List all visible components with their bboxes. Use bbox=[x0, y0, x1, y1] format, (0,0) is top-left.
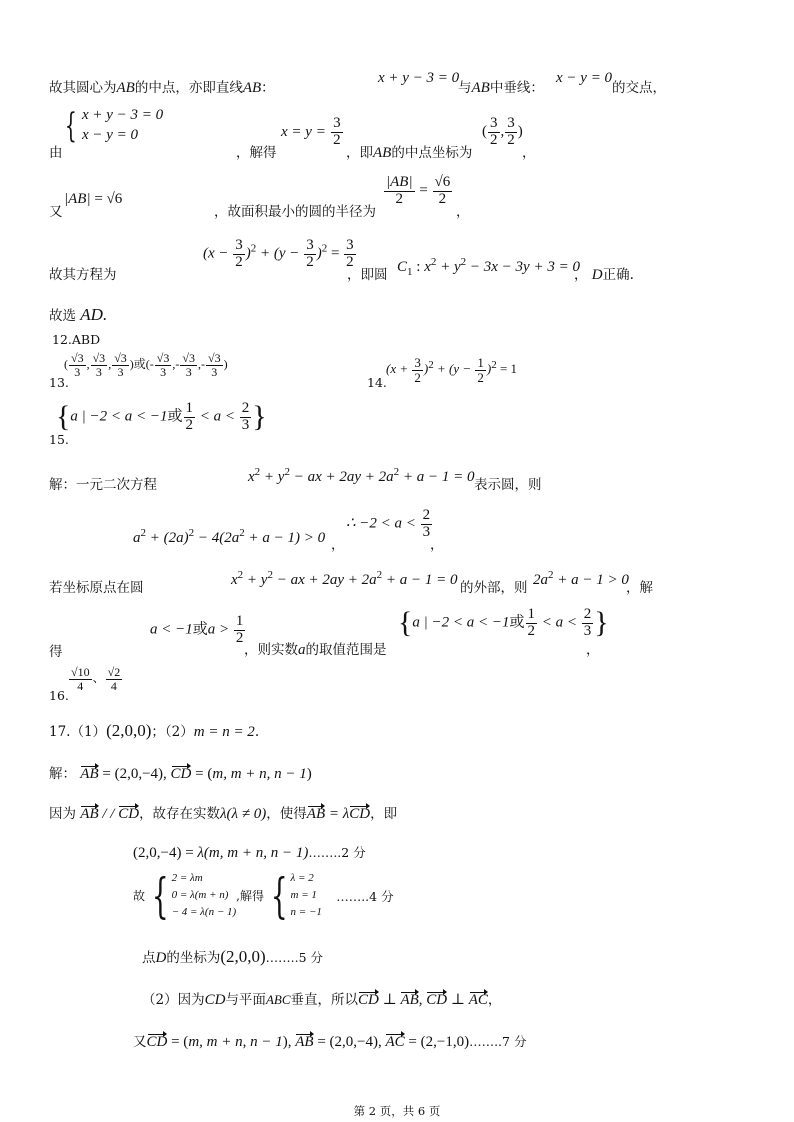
sol15-ineq: $a^2 + (2a)^2 - 4(2a^2 + a - 1) > 0$ bbox=[133, 527, 326, 546]
sol15-p3c bbox=[626, 576, 653, 596]
ab-length: |AB| = √6 bbox=[64, 191, 123, 207]
math: AD. bbox=[80, 305, 108, 324]
math: a bbox=[298, 642, 306, 658]
fraction: $\frac{√3}{3}$ bbox=[71, 351, 84, 379]
fraction: $\frac{1}{2}$ bbox=[477, 355, 484, 385]
text: 的中点，亦即直线 bbox=[134, 80, 243, 96]
text: 正确. bbox=[602, 267, 634, 283]
q17-s2 bbox=[49, 802, 397, 823]
lambda-eq: AB = λCD bbox=[306, 806, 371, 822]
text: . bbox=[254, 724, 260, 740]
text: 的坐标为 bbox=[166, 950, 221, 966]
q17-s6 bbox=[142, 988, 501, 1009]
lambda: λ(λ ≠ 0) bbox=[220, 806, 267, 822]
sol15-result: {a | −2 < a < −1或 $\frac{1}{2}$ < a < $\frac{2}{3}$ } bbox=[398, 605, 609, 639]
q17-s7 bbox=[133, 1030, 526, 1051]
text: ，故面积最小的圆的半径为 bbox=[214, 204, 376, 220]
line-3-end bbox=[456, 200, 470, 220]
q17-s4 bbox=[133, 867, 394, 924]
text: ，故存在实数 bbox=[139, 806, 221, 822]
fraction: $\frac{3}{2}$ bbox=[414, 355, 421, 385]
brace: { bbox=[270, 867, 288, 924]
sol15-p1 bbox=[49, 473, 157, 493]
sol15-p4a bbox=[49, 640, 63, 660]
text: ， bbox=[522, 145, 536, 161]
q17-s3 bbox=[133, 843, 366, 862]
fraction: $\frac{√3}{3}$ bbox=[182, 351, 195, 379]
q17-s5 bbox=[142, 946, 323, 967]
text: 故其圆心为 bbox=[49, 80, 117, 96]
score: ……..5 分 bbox=[265, 950, 324, 965]
text: 得 bbox=[49, 644, 63, 660]
system-1 bbox=[60, 106, 163, 145]
line-1 bbox=[49, 76, 275, 97]
text: （2）因为 bbox=[142, 992, 205, 1008]
text: ， bbox=[430, 537, 444, 553]
line-5 bbox=[49, 304, 107, 325]
line-2-solve bbox=[281, 116, 344, 149]
answer-15: {a | −2 < a < −1或 $\frac{1}{2}$ < a < $\frac{2}{3}$ } bbox=[56, 399, 267, 433]
sol15-p4e bbox=[586, 638, 600, 658]
eq-line-ab: x + y − 3 = 0 bbox=[378, 70, 460, 86]
score: ……..7 分 bbox=[469, 1034, 527, 1049]
text: 又 bbox=[49, 204, 63, 220]
fraction: $\frac{3}{2}$ bbox=[490, 115, 498, 148]
q17-head bbox=[49, 720, 259, 741]
math: ABC bbox=[265, 992, 291, 1007]
answer-14-label: 14. bbox=[367, 375, 387, 390]
answer-15-label: 15. bbox=[49, 432, 69, 447]
fraction: $\frac{3}{2}$ bbox=[333, 115, 341, 148]
fraction: $\frac{3}{2}$ bbox=[235, 237, 243, 270]
fraction: $\frac{|AB|}{2}$ bbox=[386, 174, 413, 207]
fraction: $\frac{√3}{3}$ bbox=[114, 351, 127, 379]
sol15-eq1: $x^2 + y^2$ − ax + $2ay + 2a^2 + a - 1 = 0$ bbox=[248, 466, 475, 485]
math: AB bbox=[242, 80, 262, 96]
vectors: CD = (m, m + n, n − 1), AB = (2,0,−4), AC = (2,−1,0) bbox=[146, 1034, 470, 1050]
fraction: $\frac{1}{2}$ bbox=[527, 605, 536, 639]
line-4-end bbox=[574, 263, 634, 284]
fraction: $\frac{√10}{4}$ bbox=[71, 665, 90, 693]
page-footer: 第 2 页，共 6 页 bbox=[353, 1104, 441, 1118]
text: ，即 bbox=[370, 806, 398, 822]
eq-perp-bisector: x − y = 0 bbox=[556, 70, 613, 86]
text: 垂直，所以 bbox=[290, 992, 358, 1008]
text: 故选 bbox=[49, 308, 76, 324]
answer-12: 12.ABD bbox=[52, 332, 101, 347]
fraction: $\frac{1}{2}$ bbox=[235, 613, 244, 646]
line-1b bbox=[458, 76, 544, 97]
sol15-p2a bbox=[331, 533, 345, 553]
text: 由 bbox=[49, 145, 63, 161]
answer-13-label: 13. bbox=[49, 375, 69, 390]
circle-c1: $C_1$ : $x^2 + y^2 - 3x - 3y + 3 = 0$ bbox=[397, 256, 580, 278]
fraction: $\frac{3}{2}$ bbox=[507, 115, 515, 148]
text: 中垂线： bbox=[489, 80, 544, 96]
line-4-label bbox=[49, 263, 117, 283]
text: 的中点坐标为 bbox=[391, 145, 473, 161]
text: ，即 bbox=[346, 145, 373, 161]
text: 或 bbox=[133, 356, 146, 371]
fraction: $\frac{√6}{2}$ bbox=[434, 174, 451, 207]
sol15-ineq2: $2a^2 + a - 1 > 0$ bbox=[533, 569, 629, 588]
line-3-mid bbox=[214, 200, 376, 220]
text: 故 bbox=[133, 889, 146, 904]
perp: CD ⊥ AB, CD ⊥ AC bbox=[358, 992, 488, 1008]
text: 解：一元二次方程 bbox=[49, 477, 157, 493]
answer-16-label: 16. bbox=[49, 688, 69, 703]
line-2-mid bbox=[236, 141, 277, 161]
math: x = y = bbox=[281, 123, 326, 140]
brace: { bbox=[64, 105, 77, 146]
text: 的取值范围是 bbox=[305, 642, 387, 658]
text: ，使得 bbox=[266, 806, 307, 822]
text: 若坐标原点在圆 bbox=[49, 580, 144, 596]
math: (2,0,0) bbox=[220, 947, 266, 966]
text: 故其方程为 bbox=[49, 267, 117, 283]
system-2: 2 = λm 0 = λ(m + n) − 4 = λ(n − 1) bbox=[171, 872, 237, 919]
score: ……..4 分 bbox=[336, 888, 394, 904]
system-3: λ = 2 m = 1 n = −1 bbox=[290, 872, 322, 919]
fraction: $\frac{2}{3}$ bbox=[422, 507, 431, 540]
score: ……..2 分 bbox=[308, 845, 366, 860]
sys-row: x − y = 0 bbox=[81, 126, 138, 143]
line-3-label bbox=[49, 200, 63, 220]
text: 17.（1） bbox=[49, 724, 107, 740]
text: 与平面 bbox=[225, 992, 266, 1008]
sol15-p4b bbox=[244, 638, 387, 659]
math: CD bbox=[204, 992, 226, 1008]
text: 与 bbox=[458, 80, 472, 96]
text: 又 bbox=[133, 1034, 147, 1050]
sol15-p1b bbox=[474, 473, 542, 493]
text: 表示圆，则 bbox=[474, 477, 542, 493]
text: ， bbox=[487, 992, 502, 1008]
sol15-p3b bbox=[460, 576, 528, 596]
fraction: $\frac{√3}{3}$ bbox=[92, 351, 106, 379]
text: ，解 bbox=[626, 580, 653, 596]
fraction: $\frac{√2}{4}$ bbox=[107, 665, 121, 693]
fraction: $\frac{2}{3}$ bbox=[583, 605, 592, 639]
radius: $\frac{|AB|}{2}$ = $\frac{√6}{2}$ bbox=[386, 174, 451, 207]
sol15-range: ∴ −2 < a < $\frac{2}{3}$ bbox=[346, 507, 431, 540]
math: (2,0,0) bbox=[106, 721, 152, 740]
system-rows bbox=[82, 106, 163, 145]
line-1c bbox=[612, 76, 666, 96]
sol15-p3 bbox=[49, 576, 144, 596]
text: ，即圆 bbox=[347, 267, 388, 283]
answer-16: $\frac{√10}{4}$ 、 $\frac{√2}{4}$ bbox=[71, 665, 121, 693]
text: ， bbox=[586, 642, 600, 658]
vector-eq: AB = (2,0,−4), CD = (m, m + n, n − 1) bbox=[80, 766, 312, 782]
sol15-p2b bbox=[430, 533, 444, 553]
text: ；（2） bbox=[151, 724, 194, 740]
math: D bbox=[591, 267, 603, 283]
midpoint-coord: ( $\frac{3}{2}$ , $\frac{3}{2}$ ) bbox=[482, 115, 523, 148]
line-2-end bbox=[522, 141, 536, 161]
fraction: $\frac{3}{2}$ bbox=[306, 237, 314, 270]
fraction: $\frac{2}{3}$ bbox=[241, 399, 250, 433]
parallel: AB / / CD bbox=[80, 806, 140, 822]
text: ， bbox=[456, 204, 470, 220]
math: D bbox=[155, 950, 167, 966]
answer-13: ( $\frac{√3}{3}$ , $\frac{√3}{3}$ , $\frac{√3}{3}$ )或(- $\frac{√3}{3}$ ,- $\frac{√3}{3}$ ,- $\frac{√3}{3}$ ) bbox=[64, 351, 228, 379]
lambda-expand: (2,0,−4) = λ(m, m + n, n − 1) bbox=[133, 845, 309, 861]
q17-s1 bbox=[49, 762, 312, 783]
math: AB bbox=[373, 145, 392, 161]
text: ， bbox=[574, 267, 588, 283]
text: 的外部，则 bbox=[460, 580, 528, 596]
fraction: $\frac{3}{2}$ bbox=[346, 237, 354, 270]
math: AB bbox=[471, 80, 490, 96]
fraction: $\frac{1}{2}$ bbox=[185, 399, 194, 433]
text: 因为 bbox=[49, 806, 76, 822]
text: 解： bbox=[49, 766, 76, 782]
fraction: $\frac{√3}{3}$ bbox=[156, 351, 170, 379]
line-2-tail bbox=[346, 141, 472, 162]
sol15-eq2: $x^2 + y^2$ − ax + $2ay + 2a^2 + a - 1 = 0$ bbox=[231, 569, 458, 588]
math: m = n = 2 bbox=[193, 724, 255, 740]
circle-equation: (x − $\frac{3}{2}$ )$^2$ + (y − $\frac{3}{2}$ )$^2$ = $\frac{3}{2}$ bbox=[203, 237, 354, 270]
answer-14: (x + $\frac{3}{2}$ )$^2$ + (y − $\frac{1}{2}$ )$^2$ = 1 bbox=[386, 355, 518, 385]
brace: { bbox=[151, 867, 169, 924]
text: ，则实数 bbox=[244, 642, 298, 658]
fraction: $\frac{√3}{3}$ bbox=[207, 351, 221, 379]
text: ,解得 bbox=[236, 889, 264, 904]
text: ，解得 bbox=[236, 145, 277, 161]
math: AB bbox=[116, 80, 135, 96]
sol15-cond: a < −1或a > $\frac{1}{2}$ bbox=[150, 613, 244, 646]
text: ： bbox=[261, 80, 275, 96]
text: ， bbox=[331, 537, 345, 553]
sys-row: x + y − 3 = 0 bbox=[81, 107, 164, 123]
text: 点 bbox=[142, 950, 156, 966]
text: 的交点， bbox=[612, 80, 666, 96]
line-4-mid bbox=[347, 263, 388, 283]
